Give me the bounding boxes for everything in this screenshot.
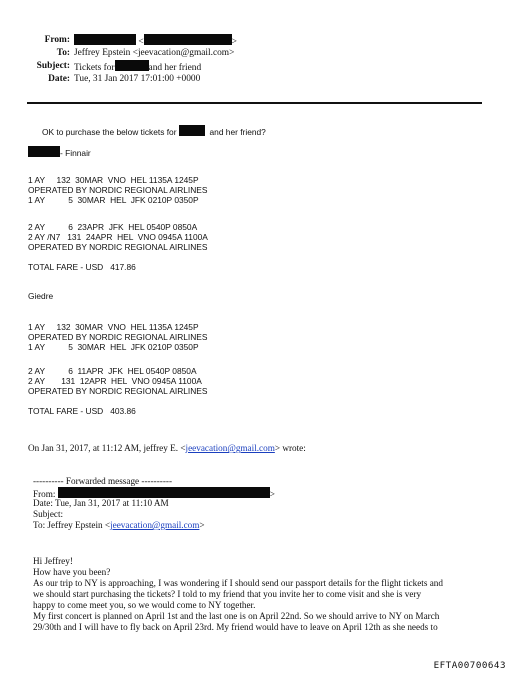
body-line: My first concert is planned on April 1st and the last one is on April 22nd. So we should arrive to NY on March bbox=[33, 611, 440, 621]
quote-intro-prefix: On Jan 31, 2017, at 11:12 AM, jeffrey E. < bbox=[28, 443, 186, 453]
redacted-subject-name bbox=[115, 60, 149, 71]
body-line: As our trip to NY is approaching, I was wondering if I should send our passport details for the flight tickets and bbox=[33, 578, 443, 588]
date-label: Date: bbox=[48, 74, 70, 84]
forwarded-header: ---------- Forwarded message ---------- bbox=[33, 476, 173, 486]
forwarded-to-email-link[interactable]: jeevacation@gmail.com bbox=[110, 520, 200, 530]
itinerary-line: 1 AY 5 30MAR HEL JFK 0210P 0350P bbox=[28, 342, 199, 352]
traveler2-name: Giedre bbox=[28, 291, 54, 301]
question-suffix: and her friend? bbox=[209, 127, 266, 137]
traveler1-total: TOTAL FARE - USD 417.86 bbox=[28, 262, 136, 272]
subject-prefix: Tickets for bbox=[74, 63, 115, 73]
redacted-question-name bbox=[179, 125, 205, 136]
redacted-sender-email bbox=[144, 34, 232, 45]
date-value: Tue, 31 Jan 2017 17:01:00 +0000 bbox=[74, 74, 201, 84]
body-line: happy to come meet you, so we would come to NY together. bbox=[33, 600, 256, 610]
redacted-sender-name bbox=[74, 34, 136, 45]
subject-suffix: and her friend bbox=[148, 63, 202, 73]
forwarded-to bbox=[33, 520, 205, 531]
redacted-traveler1-name bbox=[28, 146, 60, 157]
to-label: To: bbox=[56, 48, 70, 58]
body-line: we should start purchasing the tickets? I told to my friend that you invite her to come visit and she is very bbox=[33, 589, 422, 599]
quote-intro bbox=[28, 443, 306, 454]
itinerary-line: 1 AY 132 30MAR VNO HEL 1135A 1245P bbox=[28, 175, 199, 185]
question-prefix: OK to purchase the below tickets for bbox=[41, 127, 177, 137]
forwarded-to-suffix: > bbox=[199, 520, 205, 530]
forwarded-from-label: From: bbox=[33, 489, 56, 499]
traveler2-total: TOTAL FARE - USD 403.86 bbox=[28, 406, 136, 416]
itinerary-line: OPERATED BY NORDIC REGIONAL AIRLINES bbox=[28, 242, 208, 252]
airline-label: - Finnair bbox=[60, 148, 91, 158]
traveler1-heading bbox=[28, 146, 91, 158]
from-label: From: bbox=[44, 35, 70, 45]
itinerary-line: OPERATED BY NORDIC REGIONAL AIRLINES bbox=[28, 185, 208, 195]
itinerary-line: 1 AY 5 30MAR HEL JFK 0210P 0350P bbox=[28, 195, 199, 205]
document-id: EFTA00700643 bbox=[433, 660, 506, 671]
itinerary-line: OPERATED BY NORDIC REGIONAL AIRLINES bbox=[28, 386, 208, 396]
itinerary-line: OPERATED BY NORDIC REGIONAL AIRLINES bbox=[28, 332, 208, 342]
itinerary-line: 2 AY 6 11APR JFK HEL 0540P 0850A bbox=[28, 366, 197, 376]
to-value: Jeffrey Epstein <jeevacation@gmail.com> bbox=[74, 48, 235, 58]
quote-email-link[interactable]: jeevacation@gmail.com bbox=[185, 443, 275, 453]
from-bracket-close: > bbox=[231, 37, 237, 47]
header-divider bbox=[27, 102, 482, 104]
itinerary-line: 2 AY 131 12APR HEL VNO 0945A 1100A bbox=[28, 376, 202, 386]
forwarded-date: Date: Tue, Jan 31, 2017 at 11:10 AM bbox=[33, 498, 169, 508]
itinerary-line: 1 AY 132 30MAR VNO HEL 1135A 1245P bbox=[28, 322, 199, 332]
email-header bbox=[0, 34, 300, 94]
body-line: How have you been? bbox=[33, 567, 111, 577]
forwarded-from-close: > bbox=[269, 489, 275, 499]
from-bracket-open: < bbox=[138, 37, 144, 47]
redacted-forwarded-sender bbox=[58, 487, 270, 498]
purchase-question bbox=[28, 115, 266, 147]
quote-intro-suffix: > wrote: bbox=[274, 443, 306, 453]
subject-label: Subject: bbox=[36, 61, 70, 71]
itinerary-line: 2 AY /N7 131 24APR HEL VNO 0945A 1100A bbox=[28, 232, 208, 242]
itinerary-line: 2 AY 6 23APR JFK HEL 0540P 0850A bbox=[28, 222, 198, 232]
body-line: 29/30th and I will have to fly back on April 23rd. My friend would have to leave on April 12th as she needs to bbox=[33, 622, 438, 632]
forwarded-subject: Subject: bbox=[33, 509, 64, 519]
body-line: Hi Jeffrey! bbox=[33, 556, 73, 566]
forwarded-to-prefix: To: Jeffrey Epstein < bbox=[33, 520, 111, 530]
